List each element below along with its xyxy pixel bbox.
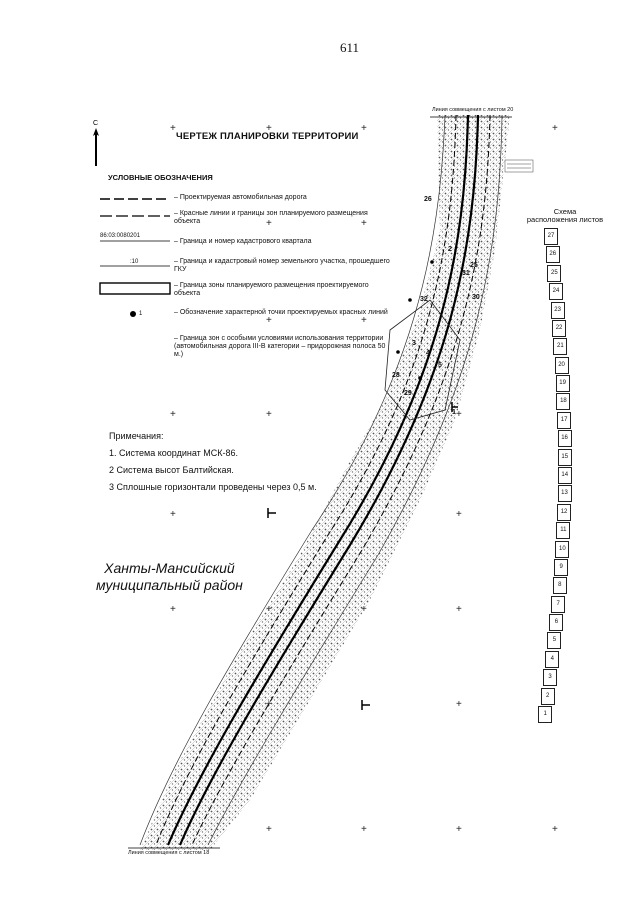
sheet-cell: 6 bbox=[549, 614, 563, 631]
sheet-cell: 23 bbox=[551, 302, 565, 319]
sheet-cell: 10 bbox=[555, 541, 569, 558]
grid-cross: + bbox=[456, 824, 462, 835]
sheet-cell: 22 bbox=[552, 320, 566, 337]
legend-item-text: – Граница и кадастровый номер земельного участка, прошедшего ГКУ bbox=[174, 258, 390, 273]
sheet-cell: 17 bbox=[557, 412, 571, 429]
map-label: 2 bbox=[448, 246, 452, 253]
map-label: 25 bbox=[470, 262, 478, 269]
legend-symbol-label: :10 bbox=[130, 259, 139, 265]
legend-item-text: – Красные линии и границы зон планируемого размещения объекта bbox=[174, 210, 368, 225]
grid-cross: + bbox=[361, 315, 367, 326]
notes-header: Примечания: bbox=[109, 431, 164, 441]
north-arrow-icon bbox=[91, 118, 101, 168]
grid-cross: + bbox=[266, 409, 272, 420]
grid-cross: + bbox=[456, 509, 462, 520]
match-line-bottom: Линия совмещения с листом 18 bbox=[128, 850, 210, 856]
scheme-title bbox=[510, 208, 620, 224]
sheet-cell: 20 bbox=[555, 357, 569, 374]
map-label: 32 bbox=[420, 296, 428, 303]
grid-cross: + bbox=[361, 218, 367, 229]
sheet-cell: 9 bbox=[554, 559, 568, 576]
map-label: 5 bbox=[438, 362, 442, 369]
map-label: 4 bbox=[426, 350, 430, 357]
legend-symbol-label: 1 bbox=[139, 311, 143, 317]
district-line-2: муниципальный район bbox=[96, 577, 243, 593]
grid-cross: + bbox=[266, 604, 272, 615]
grid-cross: + bbox=[456, 409, 462, 420]
sheet-cell: 5 bbox=[547, 632, 561, 649]
sheet-cell: 18 bbox=[556, 393, 570, 410]
sheet-cell: 24 bbox=[549, 283, 563, 300]
sheet-cell: 8 bbox=[553, 577, 567, 594]
map-label: 26 bbox=[424, 196, 432, 203]
grid-cross: + bbox=[266, 218, 272, 229]
legend-item-text: – Обозначение характерной точки проектируемых красных линий bbox=[174, 309, 388, 316]
legend-symbol-label: 86:03:0080201 bbox=[100, 233, 141, 239]
grid-cross: + bbox=[266, 824, 272, 835]
sheet-cell: 11 bbox=[556, 522, 570, 539]
sheet-cell: 14 bbox=[558, 467, 572, 484]
district-line-1: Ханты-Мансийский bbox=[104, 560, 235, 576]
legend-item-text: – Граница зон с особыми условиями использования территории (автомобильная дорога III-В категории – придорожная полоса 50 м.) bbox=[174, 335, 386, 358]
sheet-cell: 2 bbox=[541, 688, 555, 705]
match-line-top: Линия совмещения с листом 20 bbox=[432, 107, 514, 113]
sheet-cell: 27 bbox=[544, 228, 558, 245]
notes-block bbox=[109, 428, 317, 496]
page-number: 611 bbox=[340, 40, 360, 55]
note-item: 2 Система высот Балтийская. bbox=[109, 465, 234, 475]
sheet-cell: 1 bbox=[538, 706, 552, 723]
grid-cross: + bbox=[266, 123, 272, 134]
grid-cross: + bbox=[170, 509, 176, 520]
grid-cross: + bbox=[456, 699, 462, 710]
sheet-cell: 12 bbox=[557, 504, 571, 521]
note-item: 1. Система координат МСК-86. bbox=[109, 448, 239, 458]
map-label: 3 bbox=[412, 340, 416, 347]
map-label: 30 bbox=[472, 294, 480, 301]
sheet-cell: 3 bbox=[543, 669, 557, 686]
sheet-cell: 21 bbox=[553, 338, 567, 355]
sheet-cell: 4 bbox=[545, 651, 559, 668]
grid-cross: + bbox=[552, 824, 558, 835]
scheme-title-line-2: расположения листов bbox=[526, 215, 604, 224]
grid-cross: + bbox=[170, 409, 176, 420]
district-label bbox=[96, 560, 243, 594]
scheme-title-line-1: Схема bbox=[553, 207, 577, 216]
map-label: 31 bbox=[462, 270, 470, 277]
map-label: 29 bbox=[404, 390, 412, 397]
grid-cross: + bbox=[266, 699, 272, 710]
map-label: 28 bbox=[392, 372, 400, 379]
sheet-cell: 15 bbox=[558, 449, 572, 466]
grid-cross: + bbox=[266, 315, 272, 326]
sheet-cell: 13 bbox=[558, 485, 572, 502]
grid-cross: + bbox=[456, 604, 462, 615]
legend-item-text: – Граница зоны планируемого размещения проектируемого объекта bbox=[174, 282, 369, 297]
grid-cross: + bbox=[361, 604, 367, 615]
drawing-title: ЧЕРТЕЖ ПЛАНИРОВКИ ТЕРРИТОРИИ bbox=[176, 131, 359, 142]
sheet-cell: 19 bbox=[556, 375, 570, 392]
map-label: 1 bbox=[452, 409, 456, 416]
sheet-cell: 26 bbox=[546, 246, 560, 263]
note-item: 3 Сплошные горизонтали проведены через 0,5 м. bbox=[109, 482, 317, 492]
grid-cross: + bbox=[361, 123, 367, 134]
grid-cross: + bbox=[552, 123, 558, 134]
legend-header: УСЛОВНЫЕ ОБОЗНАЧЕНИЯ bbox=[108, 173, 213, 182]
sheet-cell: 25 bbox=[547, 265, 561, 282]
grid-cross: + bbox=[170, 123, 176, 134]
north-label: С bbox=[93, 120, 99, 127]
sheet-cell: 7 bbox=[551, 596, 565, 613]
sheet-cell: 16 bbox=[558, 430, 572, 447]
legend-item-text: – Проектируемая автомобильная дорога bbox=[174, 194, 307, 201]
grid-cross: + bbox=[361, 824, 367, 835]
grid-cross: + bbox=[170, 604, 176, 615]
legend-item-text: – Граница и номер кадастрового квартала bbox=[174, 238, 312, 245]
